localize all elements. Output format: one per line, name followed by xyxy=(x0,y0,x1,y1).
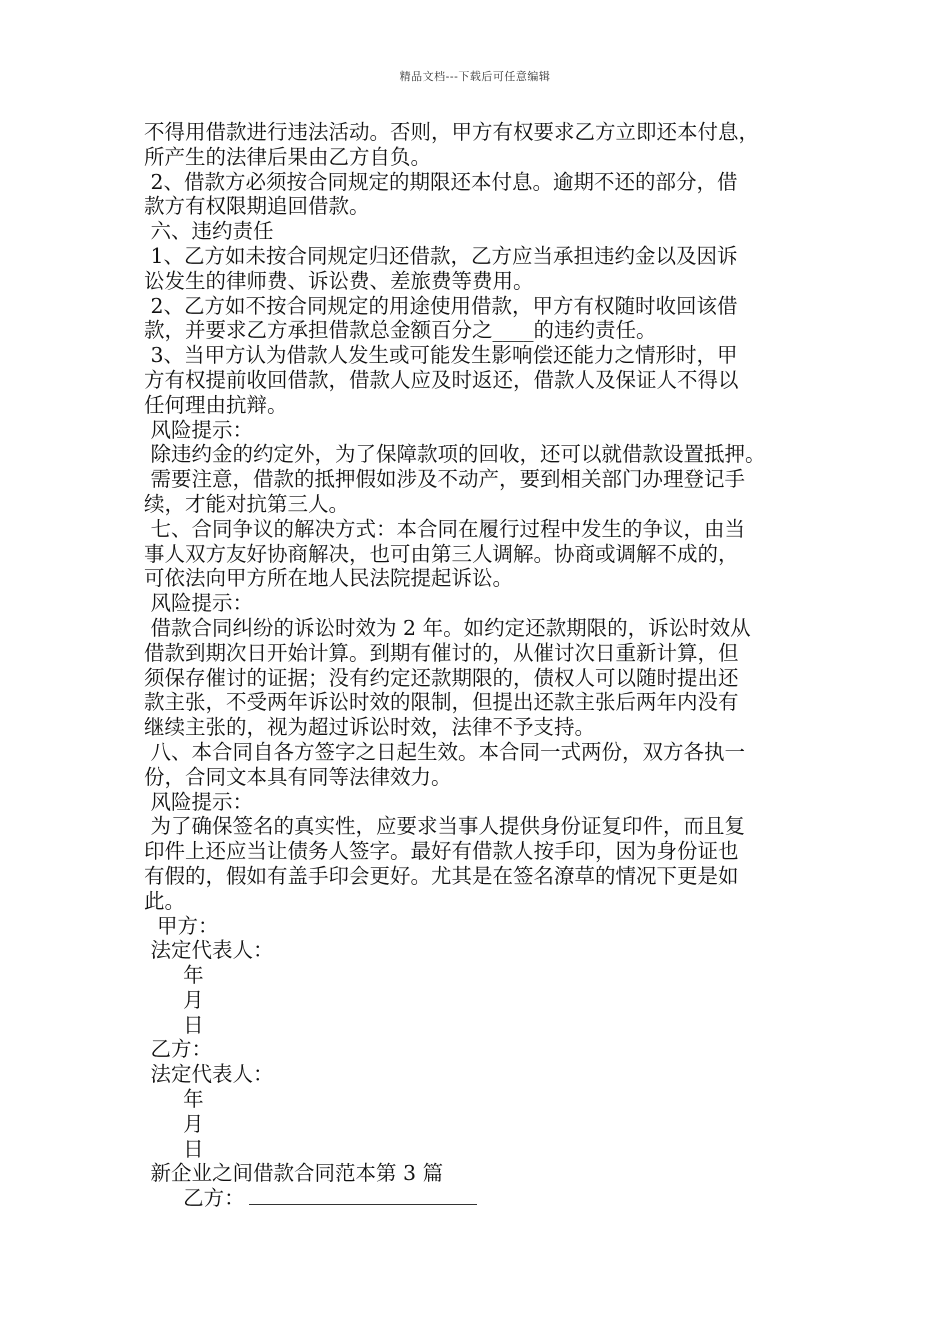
date-month-label: 月 xyxy=(144,987,204,1012)
text-line: 任何理由抗辩。 xyxy=(144,392,288,417)
signature-blank xyxy=(249,1186,477,1205)
text-line: 八、本合同自各方签字之日起生效。本合同一式两份，双方各执一 xyxy=(144,739,746,764)
text-line: 所产生的法律后果由乙方自负。 xyxy=(144,144,431,169)
date-year-label: 年 xyxy=(144,963,204,988)
legal-representative-label: 法定代表人： xyxy=(144,938,274,963)
date-month-label: 月 xyxy=(144,1111,204,1136)
text-line: 有假的，假如有盖手印会更好。尤其是在签名潦草的情况下更是如 xyxy=(144,863,739,888)
party-b-signature-label: 乙方： xyxy=(144,1186,245,1211)
risk-note-heading: 风险提示： xyxy=(144,591,254,616)
text-line: 可依法向甲方所在地人民法院提起诉讼。 xyxy=(144,566,513,591)
text-line: 款主张，不受两年诉讼时效的限制，但提出还款主张后两年内没有 xyxy=(144,690,739,715)
text-line: 续，才能对抗第三人。 xyxy=(144,491,349,516)
text-line: 事人双方友好协商解决，也可由第三人调解。协商或调解不成的， xyxy=(144,541,739,566)
text-line: 2、借款方必须按合同规定的期限还本付息。逾期不还的部分，借 xyxy=(144,169,738,194)
text-line: 款方有权限期追回借款。 xyxy=(144,194,370,219)
date-day-label: 日 xyxy=(144,1012,204,1037)
text-line: 继续主张的，视为超过诉讼时效，法律不予支持。 xyxy=(144,715,595,740)
text-line: 需要注意，借款的抵押假如涉及不动产，要到相关部门办理登记手 xyxy=(144,467,746,492)
party-a-label: 甲方： xyxy=(144,913,219,938)
text-line: 3、当甲方认为借款人发生或可能发生影响偿还能力之情形时，甲 xyxy=(144,343,738,368)
legal-representative-label: 法定代表人： xyxy=(144,1062,274,1087)
risk-note-heading: 风险提示： xyxy=(144,789,254,814)
text-line: 借款合同纠纷的诉讼时效为 2 年。如约定还款期限的，诉讼时效从 xyxy=(144,615,751,640)
section-heading: 六、违约责任 xyxy=(144,219,274,244)
text-line: 此。 xyxy=(144,888,185,913)
text-line: 七、合同争议的解决方式：本合同在履行过程中发生的争议，由当 xyxy=(144,516,746,541)
text-line: 除违约金的约定外，为了保障款项的回收，还可以就借款设置抵押。 xyxy=(144,442,766,467)
page-header: 精品文档---下载后可任意编辑 xyxy=(399,70,551,83)
text-line: 1、乙方如未按合同规定归还借款，乙方应当承担违约金以及因诉 xyxy=(144,243,738,268)
text-line: 方有权提前收回借款，借款人应及时返还，借款人及保证人不得以 xyxy=(144,367,739,392)
text-line: 借款到期次日开始计算。到期有催讨的，从催讨次日重新计算，但 xyxy=(144,640,739,665)
party-b-label: 乙方： xyxy=(144,1037,213,1062)
text-line: 须保存催讨的证据；没有约定还款期限的，债权人可以随时提出还 xyxy=(144,665,739,690)
text-line: 2、乙方如不按合同规定的用途使用借款，甲方有权随时收回该借 xyxy=(144,293,738,318)
date-year-label: 年 xyxy=(144,1087,204,1112)
next-contract-title: 新企业之间借款合同范本第 3 篇 xyxy=(144,1161,444,1186)
text-line: 不得用借款进行违法活动。否则，甲方有权要求乙方立即还本付息， xyxy=(144,120,759,144)
date-day-label: 日 xyxy=(144,1136,204,1161)
text-line: 印件上还应当让债务人签字。最好有借款人按手印，因为身份证也 xyxy=(144,839,739,864)
document-body xyxy=(144,120,816,1211)
risk-note-heading: 风险提示： xyxy=(144,417,254,442)
text-line: 款，并要求乙方承担借款总金额百分之____的违约责任。 xyxy=(144,318,657,343)
party-b-signature-line xyxy=(144,1186,816,1211)
text-line: 份，合同文本具有同等法律效力。 xyxy=(144,764,452,789)
text-line: 为了确保签名的真实性，应要求当事人提供身份证复印件，而且复 xyxy=(144,814,746,839)
text-line: 讼发生的律师费、诉讼费、差旅费等费用。 xyxy=(144,268,534,293)
